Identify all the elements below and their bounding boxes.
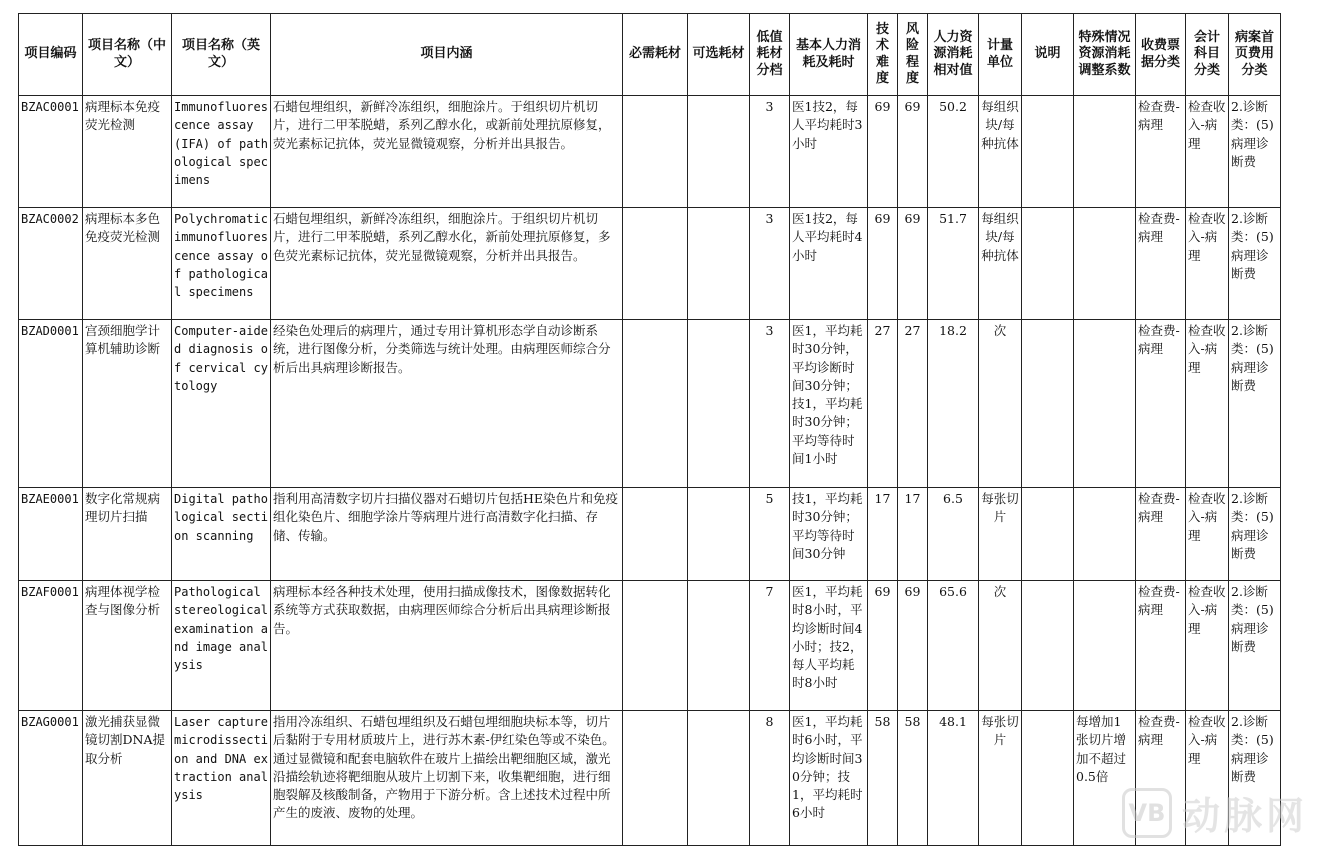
column-header: 基本人力消耗及耗时 [790,14,868,96]
cell-tier: 3 [750,320,790,488]
cell-note [1022,96,1074,208]
cell-record: 2.诊断类：(5)病理诊断费 [1229,488,1281,581]
table-row [19,320,1281,488]
cell-tier: 3 [750,208,790,320]
cell-relative: 50.2 [928,96,979,208]
column-header: 低值耗材分档 [750,14,790,96]
cell-required [623,320,688,488]
cell-name-en: Computer-aided diagnosis of cervical cytology [172,320,271,488]
column-header: 项目名称（中文） [83,14,172,96]
column-header: 病案首页费用分类 [1229,14,1281,96]
cell-invoice: 检查费-病理 [1136,96,1186,208]
cell-relative: 18.2 [928,320,979,488]
column-header: 说明 [1022,14,1074,96]
cell-special [1074,96,1136,208]
cell-invoice: 检查费-病理 [1136,711,1186,846]
watermark [1122,785,1308,840]
cell-note [1022,581,1074,711]
cell-tier: 7 [750,581,790,711]
column-header: 风险程度 [898,14,928,96]
cell-code: BZAD0001 [19,320,83,488]
cell-optional [688,581,750,711]
cell-risk: 69 [898,581,928,711]
column-header: 可选耗材 [688,14,750,96]
cell-relative: 51.7 [928,208,979,320]
cell-content: 指利用高清数字切片扫描仪器对石蜡切片包括HE染色片和免疫组化染色片、细胞学涂片等病理片进行高清数字化扫描、存储、传输。 [271,488,623,581]
cell-optional [688,96,750,208]
cell-unit: 每张切片 [979,488,1022,581]
cell-optional [688,711,750,846]
cell-note [1022,208,1074,320]
cell-name-cn: 宫颈细胞学计算机辅助诊断 [83,320,172,488]
column-header: 项目编码 [19,14,83,96]
cell-record: 2.诊断类：(5)病理诊断费 [1229,96,1281,208]
cell-name-en: Polychromatic immunofluorescence assay of pathological specimens [172,208,271,320]
cell-tech: 58 [868,711,898,846]
cell-special: 每增加1张切片增加不超过0.5倍 [1074,711,1136,846]
cell-name-en: Pathological stereological examination and image analysis [172,581,271,711]
cell-name-cn: 数字化常规病理切片扫描 [83,488,172,581]
cell-name-cn: 激光捕获显微镜切割DNA提取分析 [83,711,172,846]
table-row [19,581,1281,711]
cell-labor: 技1，平均耗时30分钟；平均等待时间30分钟 [790,488,868,581]
cell-risk: 69 [898,96,928,208]
cell-content: 经染色处理后的病理片，通过专用计算机形态学自动诊断系统，进行图像分析，分类筛选与统计处理。由病理医师综合分析后出具病理诊断报告。 [271,320,623,488]
cell-content: 病理标本经各种技术处理，使用扫描成像技术，图像数据转化系统等方式获取数据，由病理医师综合分析后出具病理诊断报告。 [271,581,623,711]
watermark-text: 动脉网 [1181,794,1308,838]
cell-record: 2.诊断类：(5)病理诊断费 [1229,581,1281,711]
cell-risk: 27 [898,320,928,488]
cell-tech: 69 [868,208,898,320]
cell-name-en: Digital pathological section scanning [172,488,271,581]
table-row [19,488,1281,581]
cell-required [623,208,688,320]
cell-optional [688,488,750,581]
cell-risk: 17 [898,488,928,581]
cell-special [1074,488,1136,581]
cell-unit: 每张切片 [979,711,1022,846]
cell-name-en: Laser capture microdissection and DNA extraction analysis [172,711,271,846]
cell-tech: 69 [868,96,898,208]
watermark-logo-icon: VB [1122,788,1172,838]
column-header: 会计科目分类 [1186,14,1229,96]
fee-table [18,13,1281,846]
cell-relative: 65.6 [928,581,979,711]
cell-risk: 58 [898,711,928,846]
cell-relative: 48.1 [928,711,979,846]
column-header: 技术难度 [868,14,898,96]
cell-account: 检查收入-病理 [1186,581,1229,711]
cell-invoice: 检查费-病理 [1136,488,1186,581]
cell-content: 石蜡包埋组织，新鲜冷冻组织，细胞涂片。于组织切片机切片，进行二甲苯脱蜡，系列乙醇水化，或新前处理抗原修复，荧光素标记抗体，荧光显微镜观察，分析并出具报告。 [271,96,623,208]
cell-special [1074,581,1136,711]
cell-note [1022,320,1074,488]
cell-record: 2.诊断类：(5)病理诊断费 [1229,208,1281,320]
cell-invoice: 检查费-病理 [1136,208,1186,320]
table-row [19,711,1281,846]
cell-labor: 医1，平均耗时6小时，平均诊断时间30分钟；技1，平均耗时6小时 [790,711,868,846]
cell-name-cn: 病理标本多色免疫荧光检测 [83,208,172,320]
column-header: 项目内涵 [271,14,623,96]
cell-tech: 69 [868,581,898,711]
cell-tier: 8 [750,711,790,846]
cell-code: BZAF0001 [19,581,83,711]
cell-tech: 27 [868,320,898,488]
cell-account: 检查收入-病理 [1186,488,1229,581]
table-row [19,96,1281,208]
cell-record: 2.诊断类：(5)病理诊断费 [1229,711,1281,846]
cell-labor: 医1技2，每人平均耗时4小时 [790,208,868,320]
cell-risk: 69 [898,208,928,320]
cell-relative: 6.5 [928,488,979,581]
cell-unit: 每组织块/每种抗体 [979,96,1022,208]
table-header-row [19,14,1281,96]
cell-special [1074,320,1136,488]
column-header: 收费票据分类 [1136,14,1186,96]
cell-account: 检查收入-病理 [1186,320,1229,488]
cell-optional [688,208,750,320]
cell-tier: 5 [750,488,790,581]
cell-account: 检查收入-病理 [1186,208,1229,320]
cell-name-cn: 病理标本免疫荧光检测 [83,96,172,208]
cell-unit: 次 [979,320,1022,488]
cell-invoice: 检查费-病理 [1136,320,1186,488]
cell-code: BZAC0002 [19,208,83,320]
cell-note [1022,488,1074,581]
cell-record: 2.诊断类：(5)病理诊断费 [1229,320,1281,488]
column-header: 特殊情况资源消耗调整系数 [1074,14,1136,96]
cell-labor: 医1，平均耗时30分钟，平均诊断时间30分钟；技1，平均耗时30分钟；平均等待时间1小时 [790,320,868,488]
cell-content: 指用冷冻组织、石蜡包埋组织及石蜡包埋细胞块标本等，切片后黏附于专用材质玻片上，进行苏木素-伊红染色等或不染色。通过显微镜和配套电脑软件在玻片上描绘出靶细胞区域，激光沿描绘轨迹将靶细胞从玻片上切割下来，收集靶细胞，进行细胞裂解及核酸制备，产物用于下游分析。含上述技术过程中所产生的废液、废物的处理。 [271,711,623,846]
column-header: 必需耗材 [623,14,688,96]
cell-content: 石蜡包埋组织，新鲜冷冻组织，细胞涂片。于组织切片机切片，进行二甲苯脱蜡，系列乙醇水化，新前处理抗原修复，多色荧光素标记抗体，荧光显微镜观察，分析并出具报告。 [271,208,623,320]
column-header: 人力资源消耗相对值 [928,14,979,96]
table-row [19,208,1281,320]
cell-name-en: Immunofluorescence assay (IFA) of pathological specimens [172,96,271,208]
cell-required [623,96,688,208]
cell-code: BZAC0001 [19,96,83,208]
cell-account: 检查收入-病理 [1186,96,1229,208]
cell-optional [688,320,750,488]
cell-unit: 次 [979,581,1022,711]
cell-labor: 医1技2，每人平均耗时3小时 [790,96,868,208]
cell-code: BZAE0001 [19,488,83,581]
cell-name-cn: 病理体视学检查与图像分析 [83,581,172,711]
cell-note [1022,711,1074,846]
column-header: 计量单位 [979,14,1022,96]
cell-required [623,581,688,711]
cell-required [623,711,688,846]
cell-account: 检查收入-病理 [1186,711,1229,846]
cell-invoice: 检查费-病理 [1136,581,1186,711]
cell-tech: 17 [868,488,898,581]
cell-tier: 3 [750,96,790,208]
cell-unit: 每组织块/每种抗体 [979,208,1022,320]
cell-required [623,488,688,581]
column-header: 项目名称（英文） [172,14,271,96]
cell-labor: 医1，平均耗时8小时，平均诊断时间4小时；技2，每人平均耗时8小时 [790,581,868,711]
fee-table-sheet [18,13,1281,846]
cell-code: BZAG0001 [19,711,83,846]
cell-special [1074,208,1136,320]
